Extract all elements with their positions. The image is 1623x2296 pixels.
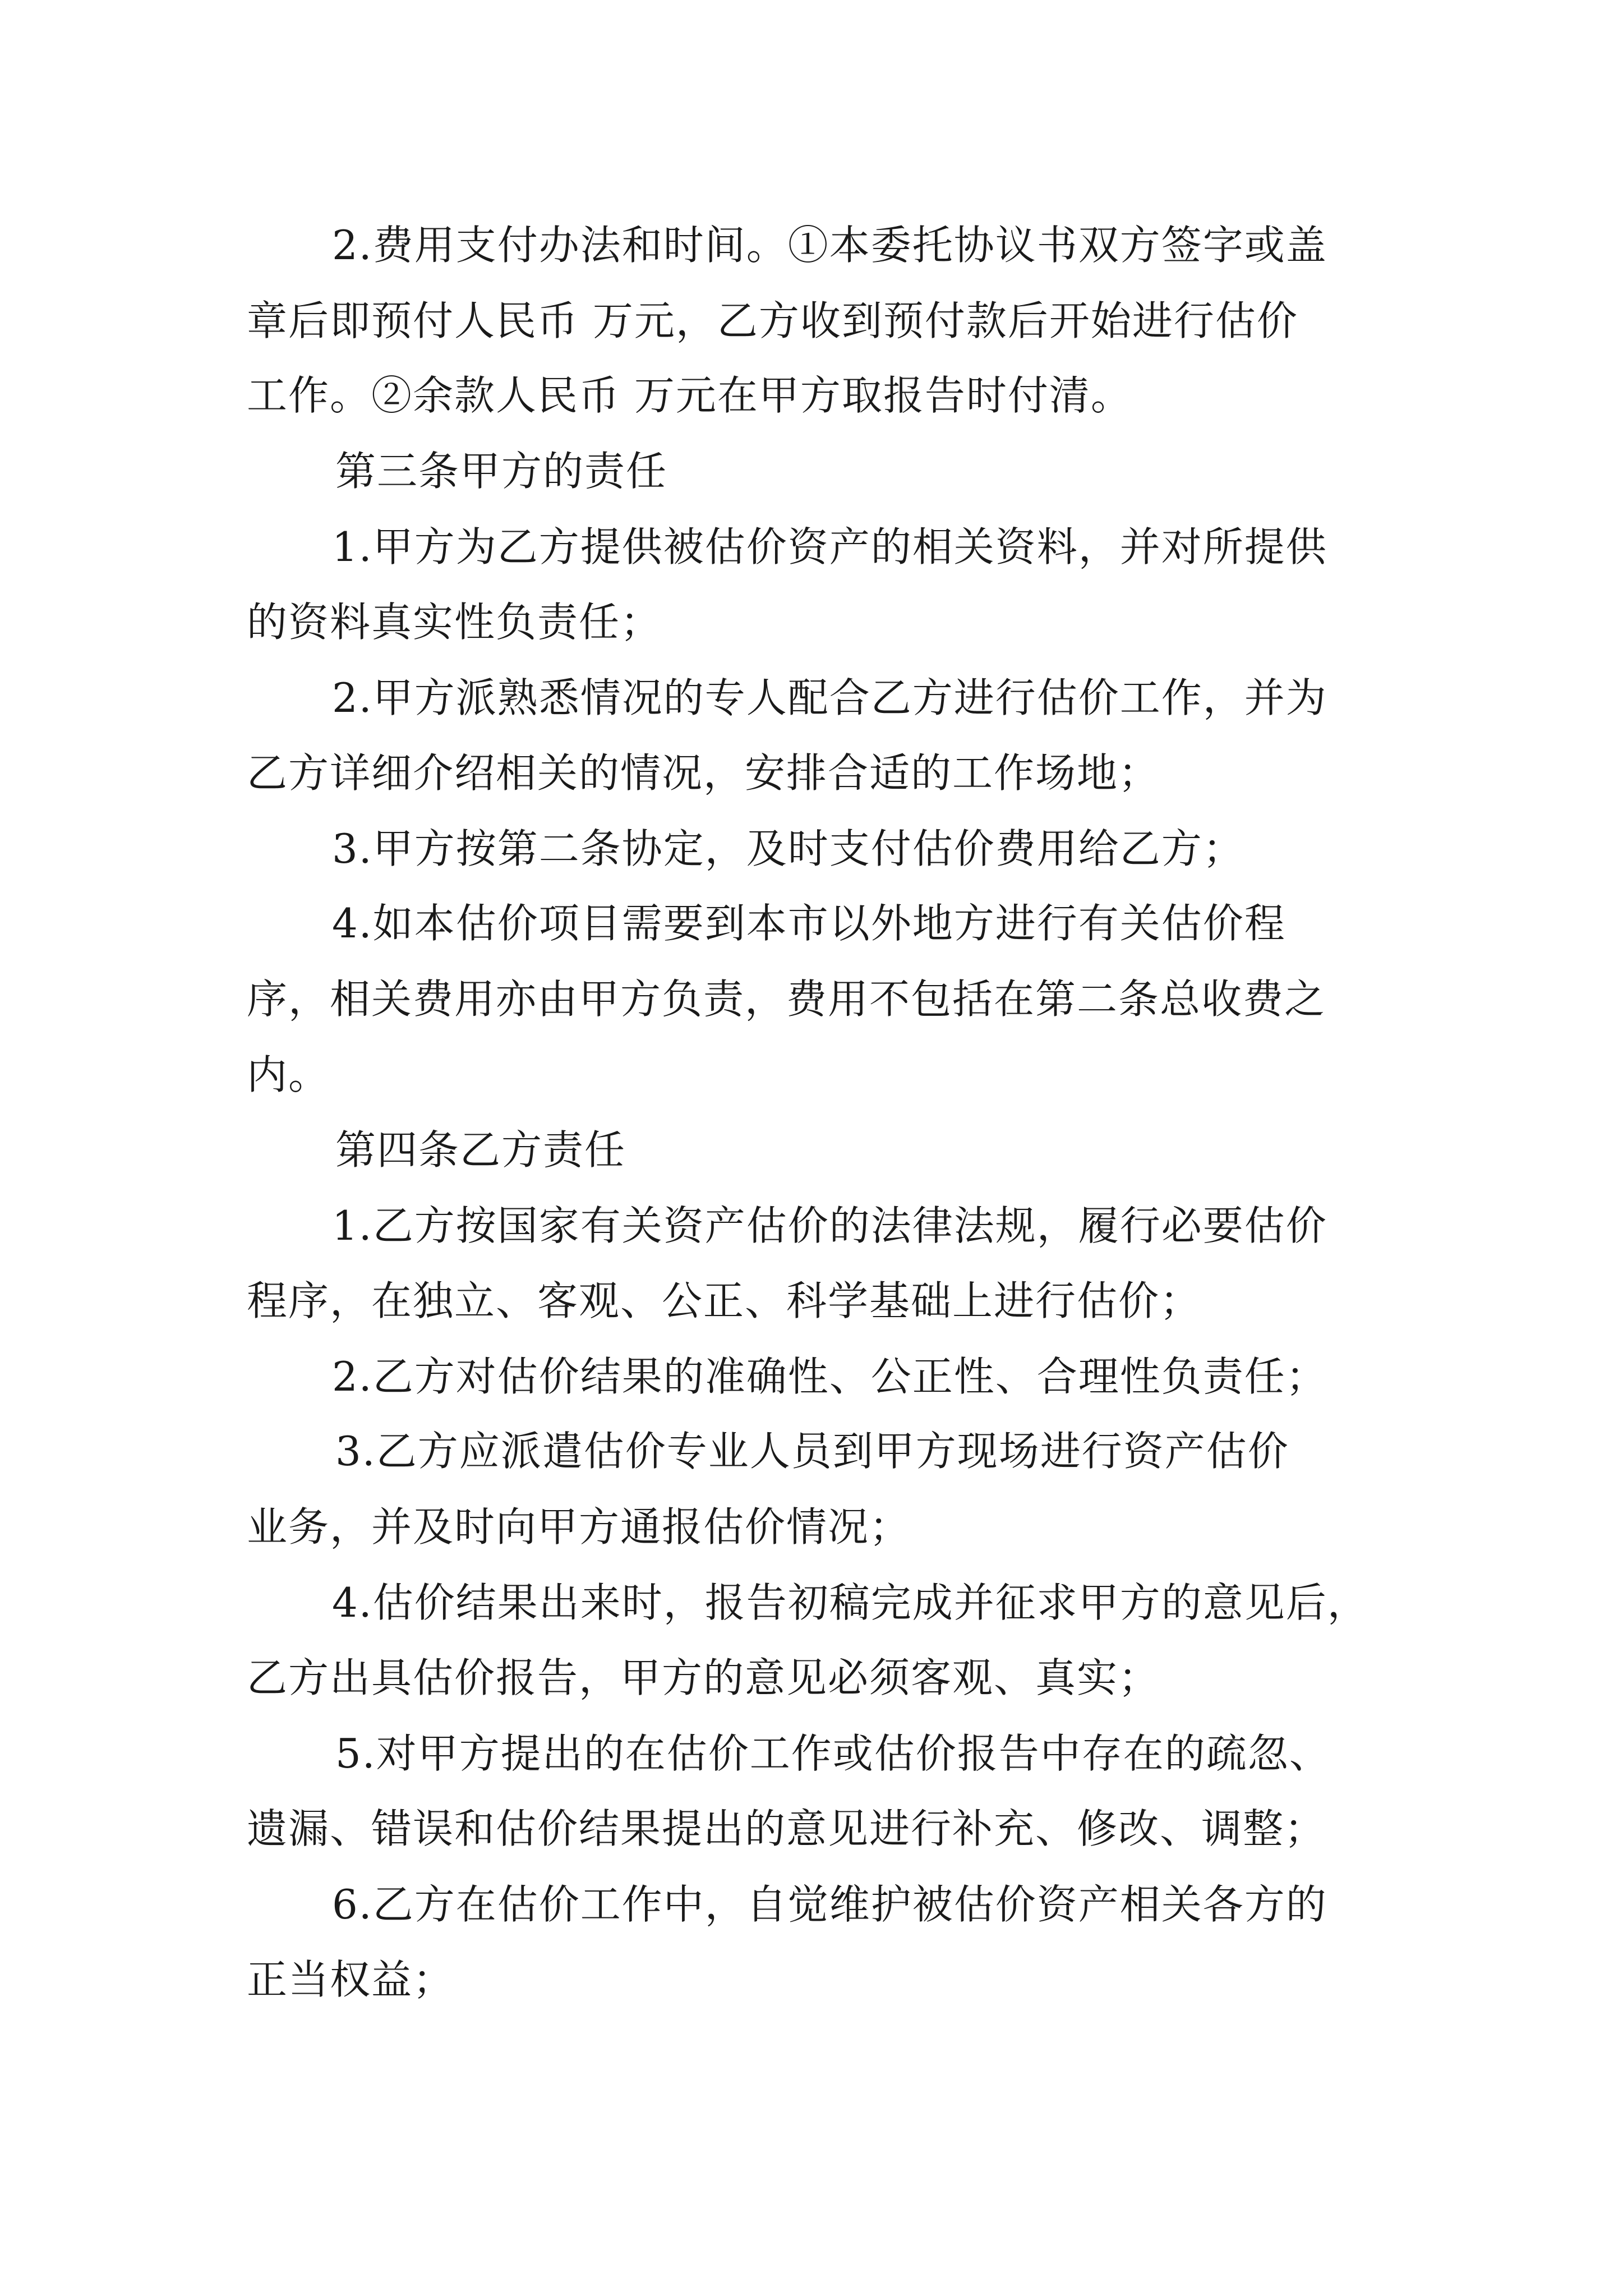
- paragraph-line: 2.乙方对估价结果的准确性、公正性、合理性负责任；: [332, 1353, 1327, 1400]
- paragraph-line: 6.乙方在估价工作中，自觉维护被估价资产相关各方的: [332, 1881, 1327, 1928]
- paragraph-line: 乙方出具估价报告，甲方的意见必须客观、真实；: [247, 1654, 1160, 1701]
- paragraph-line: 的资料真实性负责任；: [247, 599, 662, 646]
- paragraph-line: 遗漏、错误和估价结果提出的意见进行补充、修改、调整；: [247, 1805, 1326, 1852]
- paragraph-line: 业务，并及时向甲方通报估价情况；: [247, 1503, 911, 1550]
- paragraph-line: 内。: [247, 1051, 330, 1098]
- paragraph-line: 4.估价结果出来时，报告初稿完成并征求甲方的意见后，: [332, 1579, 1369, 1626]
- paragraph-line: 章后即预付人民币 万元，乙方收到预付款后开始进行估价: [247, 297, 1298, 344]
- section-heading: 第四条乙方责任: [335, 1126, 626, 1174]
- paragraph-line: 正当权益；: [247, 1956, 455, 2003]
- paragraph-line: 3.乙方应派遣估价专业人员到甲方现场进行资产估价: [335, 1428, 1289, 1475]
- paragraph-line: 2.费用支付办法和时间。①本委托协议书双方签字或盖: [332, 222, 1327, 269]
- paragraph-line: 5.对甲方提出的在估价工作或估价报告中存在的疏忽、: [335, 1730, 1331, 1777]
- paragraph-line: 1.甲方为乙方提供被估价资产的相关资料，并对所提供: [332, 523, 1327, 570]
- paragraph-line: 2.甲方派熟悉情况的专人配合乙方进行估价工作，并为: [332, 674, 1327, 721]
- paragraph-line: 4.如本估价项目需要到本市以外地方进行有关估价程: [332, 900, 1286, 947]
- paragraph-line: 乙方详细介绍相关的情况，安排合适的工作场地；: [247, 749, 1160, 797]
- section-heading: 第三条甲方的责任: [335, 448, 668, 495]
- paragraph-line: 序，相关费用亦由甲方负责，费用不包括在第二条总收费之: [247, 976, 1326, 1023]
- paragraph-line: 工作。②余款人民币 万元在甲方取报告时付清。: [247, 372, 1132, 419]
- paragraph-line: 1.乙方按国家有关资产估价的法律法规，履行必要估价: [332, 1202, 1327, 1249]
- paragraph-line: 程序，在独立、客观、公正、科学基础上进行估价；: [247, 1277, 1202, 1324]
- paragraph-line: 3.甲方按第二条协定，及时支付估价费用给乙方；: [332, 825, 1244, 872]
